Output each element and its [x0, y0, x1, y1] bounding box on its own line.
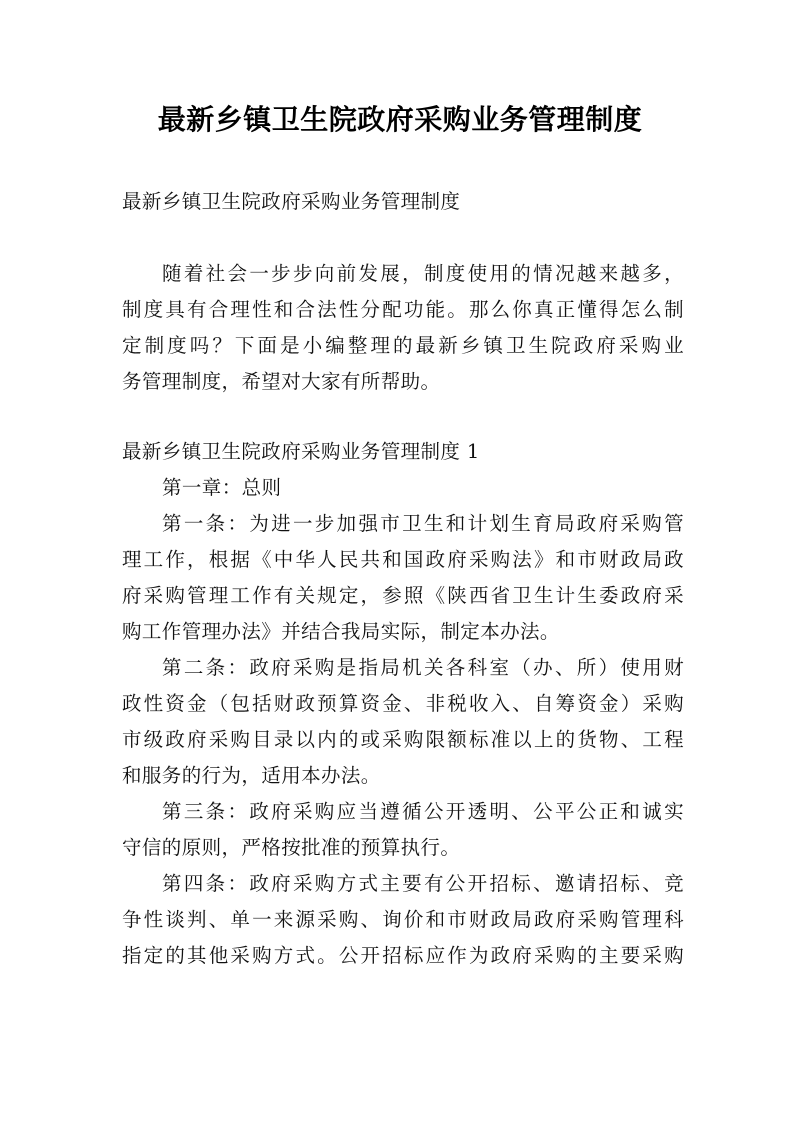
article-line: 争性谈判、单一来源采购、询价和市财政局政府采购管理科 — [122, 908, 684, 931]
intro-line: 定制度吗？下面是小编整理的最新乡镇卫生院政府采购业 — [122, 334, 684, 357]
article-1 — [122, 506, 684, 650]
article-3 — [122, 794, 684, 866]
section-heading: 最新乡镇卫生院政府采购业务管理制度 1 — [122, 440, 480, 463]
chapter-heading: 第一章：总则 — [162, 476, 282, 499]
document-subtitle: 最新乡镇卫生院政府采购业务管理制度 — [122, 190, 461, 213]
article-line: 守信的原则，严格按批准的预算执行。 — [122, 836, 461, 859]
article-line: 政性资金（包括财政预算资金、非税收入、自筹资金）采购 — [122, 692, 684, 715]
article-line: 购工作管理办法》并结合我局实际，制定本办法。 — [122, 620, 560, 643]
intro-line: 制度具有合理性和合法性分配功能。那么你真正懂得怎么制 — [122, 298, 684, 321]
article-line: 和服务的行为，适用本办法。 — [122, 764, 381, 787]
article-line: 第四条：政府采购方式主要有公开招标、邀请招标、竞 — [162, 872, 684, 895]
intro-line: 务管理制度，希望对大家有所帮助。 — [122, 370, 441, 393]
article-2 — [122, 650, 684, 794]
article-line: 市级政府采购目录以内的或采购限额标准以上的货物、工程 — [122, 728, 684, 751]
article-line: 第一条：为进一步加强市卫生和计划生育局政府采购管 — [162, 512, 684, 535]
intro-line: 随着社会一步步向前发展，制度使用的情况越来越多， — [162, 262, 684, 285]
article-line: 指定的其他采购方式。公开招标应作为政府采购的主要采购 — [122, 944, 684, 967]
document-body — [122, 184, 684, 974]
article-line: 理工作，根据《中华人民共和国政府采购法》和市财政局政 — [122, 548, 684, 571]
document-title: 最新乡镇卫生院政府采购业务管理制度 — [157, 103, 643, 136]
article-line: 第三条：政府采购应当遵循公开透明、公平公正和诚实 — [162, 800, 684, 823]
intro-paragraph — [122, 256, 684, 400]
article-line: 府采购管理工作有关规定，参照《陕西省卫生计生委政府采 — [122, 584, 684, 607]
article-4 — [122, 866, 684, 974]
article-line: 第二条：政府采购是指局机关各科室（办、所）使用财 — [162, 656, 684, 679]
